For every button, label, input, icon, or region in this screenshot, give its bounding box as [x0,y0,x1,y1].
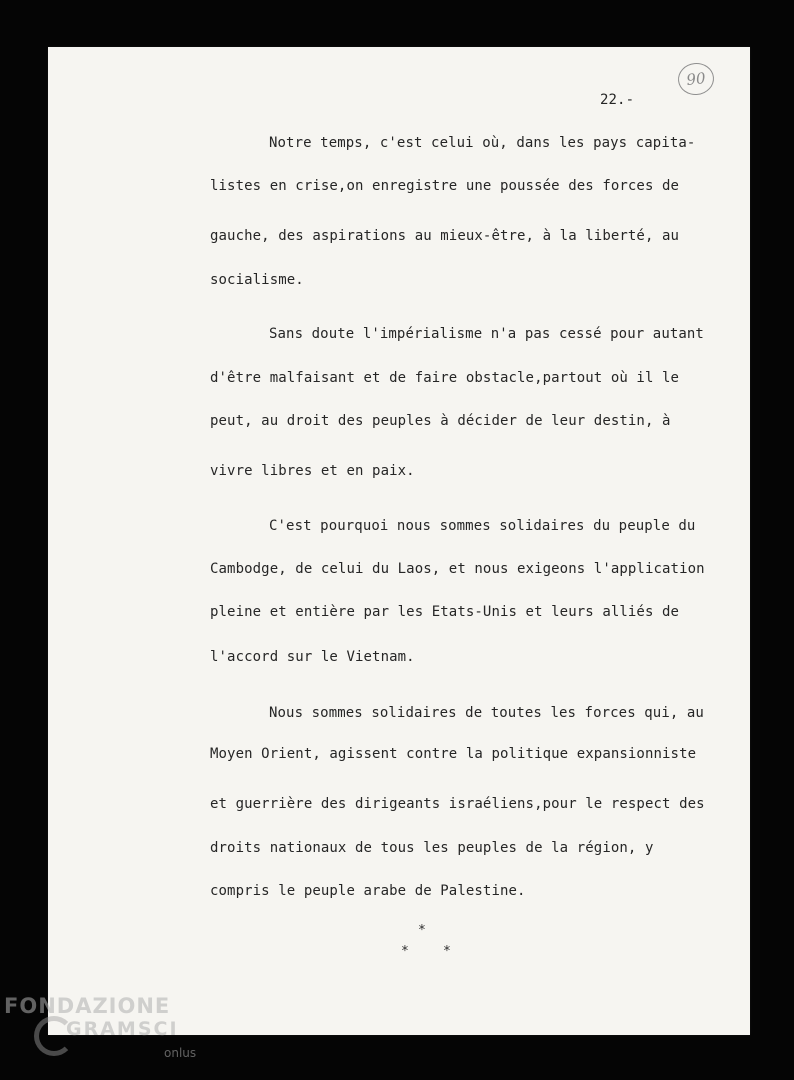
text-line: droits nationaux de tous les peuples de la région, y [210,840,654,856]
text-line: vivre libres et en paix. [210,463,415,479]
text-line: d'être malfaisant et de faire obstacle,partout où il le [210,370,680,386]
typewritten-page [48,47,750,1035]
separator-star: * [401,944,409,959]
watermark-line2: GRAMSCI [66,1018,179,1040]
fondazione-gramsci-watermark [4,994,204,1074]
text-line: gauche, des aspirations au mieux-être, à la liberté, au [210,228,680,244]
watermark-line3: onlus [164,1046,197,1060]
text-line: l'accord sur le Vietnam. [210,649,415,665]
page-number: 22.- [600,92,635,108]
text-line: listes en crise,on enregistre une poussée des forces de [210,178,680,194]
text-line: pleine et entière par les Etats-Unis et leurs alliés de [210,604,680,620]
separator-star: * [418,923,426,938]
text-line: peut, au droit des peuples à décider de leur destin, à [210,413,671,429]
text-line: socialisme. [210,272,304,288]
text-line: compris le peuple arabe de Palestine. [210,883,526,899]
text-line: Moyen Orient, agissent contre la politique expansionniste [210,746,697,762]
separator-star: * [443,944,451,959]
text-line: Sans doute l'impérialisme n'a pas cessé pour autant [269,326,704,342]
text-line: Nous sommes solidaires de toutes les forces qui, au [269,705,704,721]
text-line: C'est pourquoi nous sommes solidaires du peuple du [269,518,696,534]
folio-stamp: 90 [676,61,715,97]
text-line: et guerrière des dirigeants israéliens,pour le respect des [210,796,705,812]
text-line: Cambodge, de celui du Laos, et nous exigeons l'application [210,561,705,577]
watermark-line1: FONDAZIONE [4,994,171,1018]
text-line: Notre temps, c'est celui où, dans les pays capita- [269,135,696,151]
